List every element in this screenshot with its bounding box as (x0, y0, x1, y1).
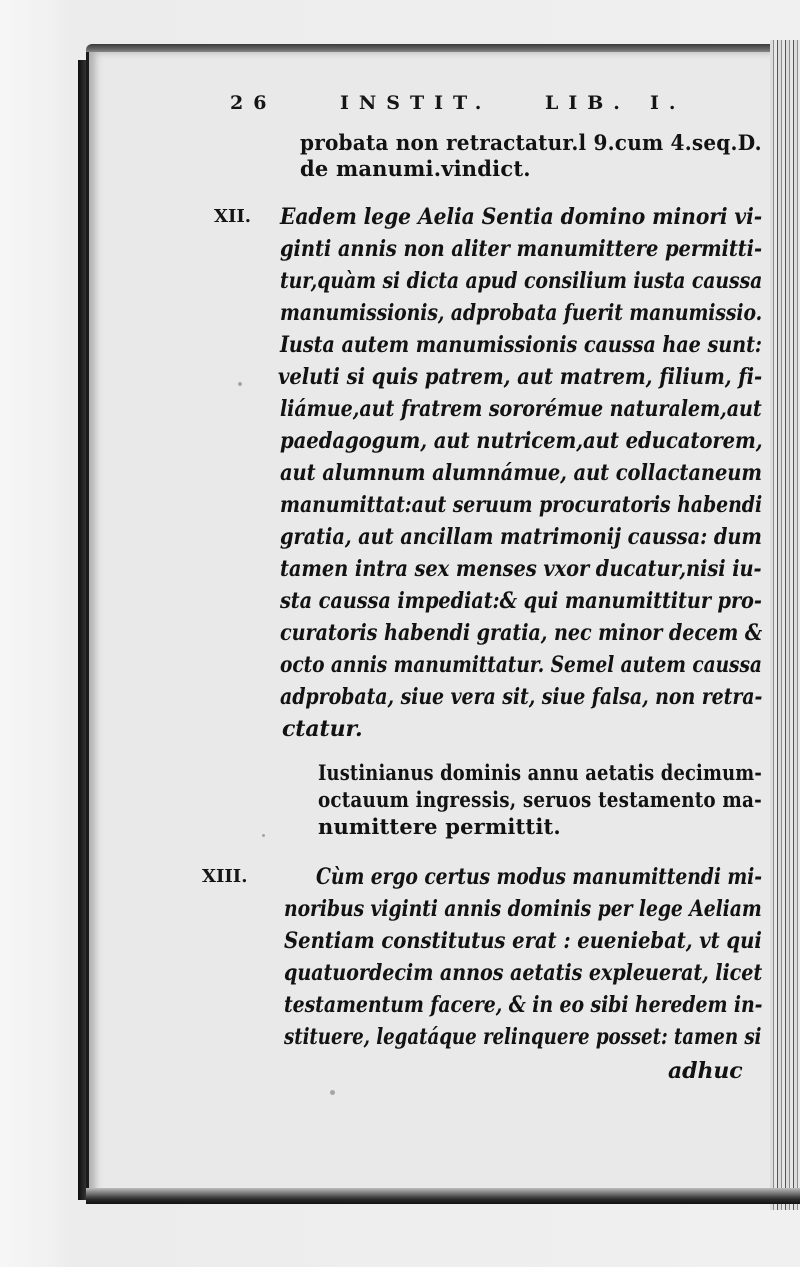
text-line: manumissionis, adprobata fuerit manumissio. (280, 300, 763, 326)
ink-speck (238, 382, 242, 386)
text-line: Eadem lege Aelia Sentia domino minori vi- (280, 204, 763, 230)
text-line: paedagogum, aut nutricem,aut educatorem, (280, 428, 763, 454)
text-line: Iusta autem manumissionis caussa hae sunt: (280, 332, 762, 358)
intro-line: de manumi.vindict. (300, 156, 531, 181)
running-header (230, 92, 700, 118)
book-number: I. (650, 92, 686, 114)
book-label: LIB. (545, 92, 630, 114)
text-line: Cùm ergo certus modus manumittendi mi- (316, 864, 762, 890)
summary-line: octauum ingressis, seruos testamento ma- (318, 787, 762, 812)
text-line: octo annis manumittatur. Semel autem caussa (280, 652, 762, 678)
text-line: noribus viginti annis dominis per lege Aeliam (284, 896, 762, 922)
text-line: aut alumnum alumnámue, aut collactaneum (280, 460, 762, 486)
text-line: ginti annis non aliter manumittere permitti- (280, 236, 762, 262)
text-line: veluti si quis patrem, aut matrem, filium, fi- (278, 364, 763, 390)
text-line: sta caussa impediat:& qui manumittitur pro- (280, 588, 762, 614)
text-line: Sentiam constitutus erat : eueniebat, vt qui (284, 928, 762, 954)
page-bottom-edge (86, 1188, 800, 1204)
section-marker-xii: XII. (214, 206, 252, 227)
text-line: testamentum facere, & in eo sibi heredem in- (284, 992, 763, 1018)
text-line: stituere, legatáque relinquere posset: tamen si (284, 1024, 762, 1050)
text-line: adprobata, siue vera sit, siue falsa, non retra- (280, 684, 763, 710)
summary-line: Iustinianus dominis annu aetatis decimum- (318, 760, 762, 785)
page-fore-edge (770, 40, 800, 1210)
text-line: quatuordecim annos aetatis expleuerat, licet (284, 960, 763, 986)
text-line: curatoris habendi gratia, nec minor decem & (280, 620, 763, 646)
text-line: tur,quàm si dicta apud consilium iusta caussa (280, 268, 763, 294)
running-title: INSTIT. (340, 92, 492, 114)
summary-line: numittere permittit. (318, 814, 561, 839)
text-line: manumittat:aut seruum procuratoris habendi (280, 492, 763, 518)
page-number: 26 (230, 92, 277, 114)
text-line: gratia, aut ancillam matrimonij caussa: dum (280, 524, 762, 550)
intro-line: probata non retractatur.l 9.cum 4.seq.D. (300, 130, 762, 155)
text-line: liámue,aut fratrem sororémue naturalem,aut (280, 396, 762, 422)
section-marker-xiii: XIII. (202, 866, 248, 887)
text-line: ctatur. (282, 716, 363, 742)
text-line: tamen intra sex menses vxor ducatur,nisi iu- (280, 556, 762, 582)
ink-speck (262, 834, 265, 837)
ink-speck (330, 1090, 335, 1095)
catchword: adhuc (668, 1058, 743, 1084)
